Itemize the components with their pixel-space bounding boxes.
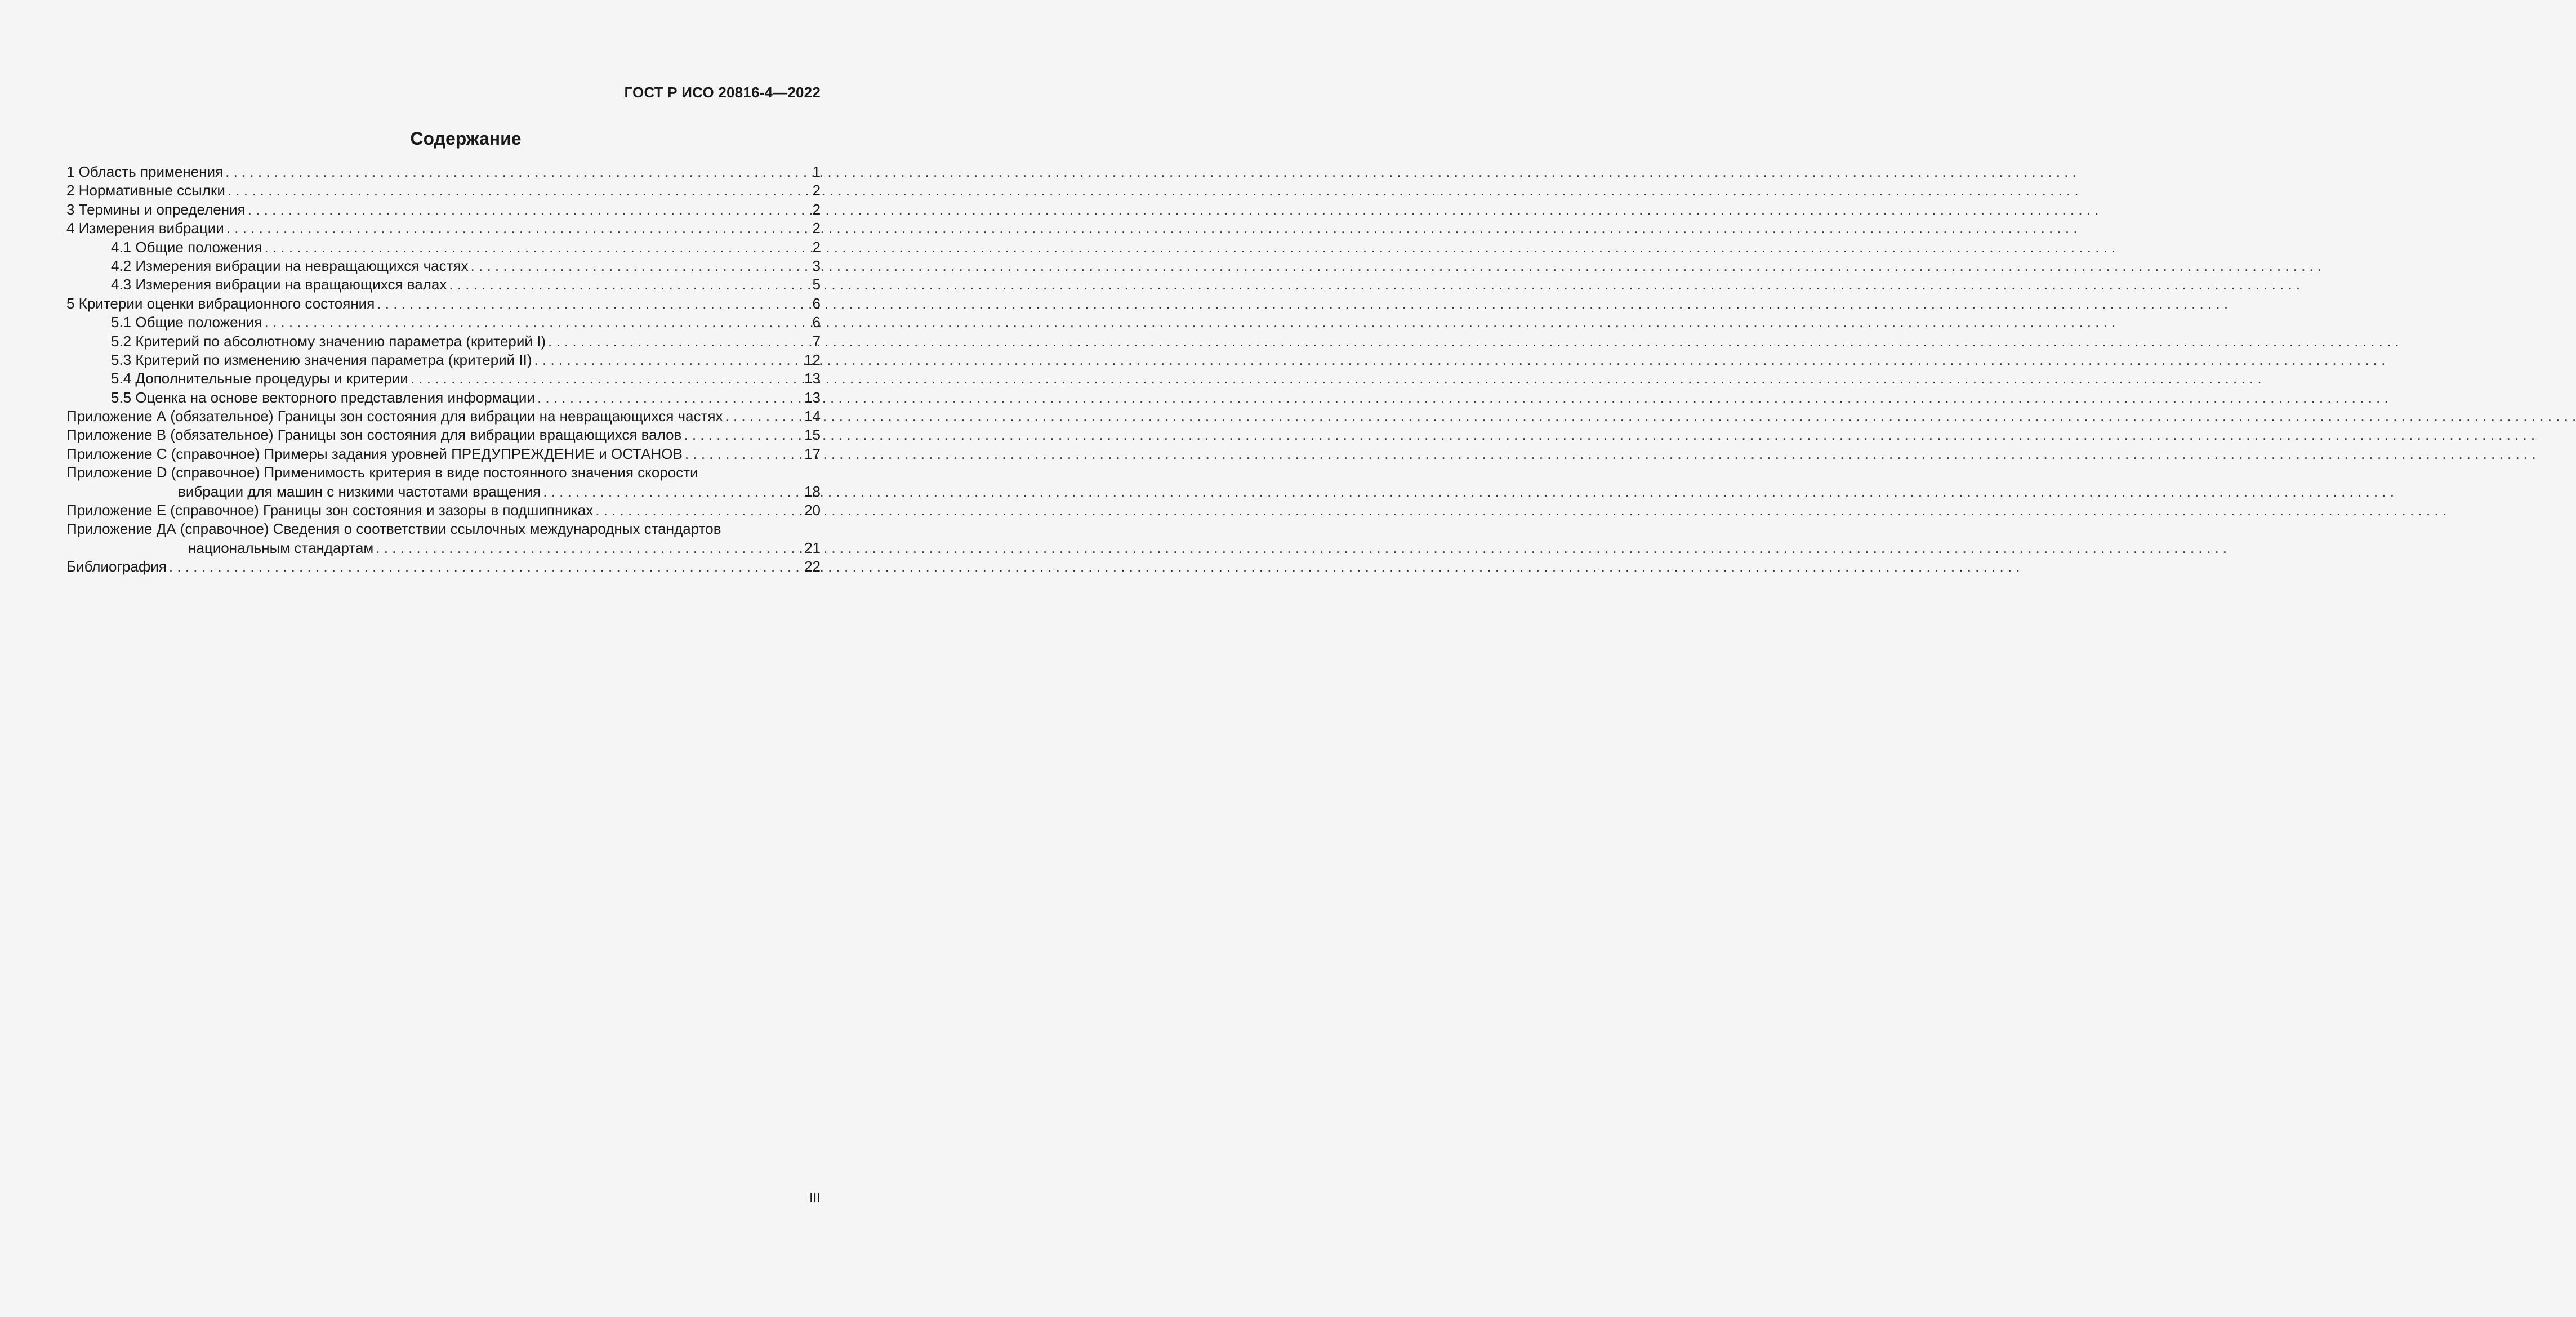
toc-entry-page: 3 [812, 257, 821, 274]
toc-appendix-entry[interactable] [66, 463, 821, 482]
toc-entry-continuation: национальным стандартам [188, 539, 374, 556]
toc-subentry[interactable] [66, 332, 821, 351]
toc-entry-page: 12 [804, 351, 821, 368]
toc-entry-label: 5.5 Оценка на основе векторного представления информации [111, 389, 535, 406]
toc-entry-page: 2 [812, 220, 821, 237]
toc-entry-label: Приложение Е (справочное) Границы зон состояния и зазоры в подшипниках [66, 502, 594, 519]
toc-dot-leader [543, 483, 802, 501]
toc-entry-page: 2 [812, 238, 821, 256]
toc-dot-leader [684, 426, 802, 444]
toc-entry-page: 6 [812, 314, 821, 331]
toc-dot-leader [685, 445, 802, 463]
toc-dot-leader [169, 557, 802, 576]
toc-appendix-entry[interactable] [66, 426, 821, 444]
toc-entry-label: 4.2 Измерения вибрации на невращающихся частях [111, 257, 469, 274]
toc-entry-page: 2 [812, 200, 821, 218]
toc-entry-label: Приложение С (справочное) Примеры задания уровней ПРЕДУПРЕЖДЕНИЕ и ОСТАНОВ [66, 445, 683, 462]
toc-entry-page: 22 [804, 558, 821, 575]
toc-appendix-entry[interactable] [66, 445, 821, 463]
toc-subentry[interactable] [66, 238, 821, 257]
toc-entry-page: 14 [804, 408, 821, 425]
toc-subentry[interactable] [66, 313, 821, 332]
toc-entry-label: 4 Измерения вибрации [66, 220, 224, 237]
toc-entry-page: 21 [804, 539, 821, 556]
page-number: III [809, 1190, 821, 1206]
toc-entry-label: 3 Термины и определения [66, 200, 246, 218]
document-code: ГОСТ Р ИСО 20816-4—2022 [624, 84, 821, 101]
toc-entry-label: 4.3 Измерения вибрации на вращающихся валах [111, 276, 447, 293]
toc-entry-bibliography[interactable] [66, 557, 821, 576]
toc-dot-leader [471, 257, 810, 275]
toc-entry-page: 15 [804, 426, 821, 444]
toc-entry-label: 5.2 Критерий по абсолютному значению параметра (критерий I) [111, 332, 546, 350]
toc-appendix-continuation[interactable] [66, 483, 821, 501]
toc-dot-leader [537, 389, 802, 407]
toc-entry[interactable] [66, 181, 821, 200]
toc-entry[interactable] [66, 219, 821, 238]
toc-entry-page: 7 [812, 332, 821, 350]
toc-entry-page: 6 [812, 294, 821, 312]
toc-entry-page: 18 [804, 483, 821, 500]
toc-dot-leader [548, 332, 810, 351]
toc-subentry[interactable] [66, 275, 821, 294]
toc-dot-leader [534, 351, 803, 369]
toc-appendix-entry[interactable] [66, 501, 821, 520]
toc-title: Содержание [410, 128, 522, 149]
toc-dot-leader [248, 200, 810, 219]
toc-dot-leader [595, 501, 802, 520]
toc-entry-label: Библиография [66, 558, 167, 575]
toc-entry-page: 17 [804, 445, 821, 462]
toc-dot-leader [377, 294, 810, 313]
toc-dot-leader [228, 181, 810, 200]
toc-entry-page: 13 [804, 389, 821, 406]
toc-entry-label: 5 Критерии оценки вибрационного состояния [66, 294, 375, 312]
toc-entry[interactable] [66, 200, 821, 219]
toc-entry-label: Приложение D (справочное) Применимость критерия в виде постоянного значения скорости [66, 464, 698, 481]
table-of-contents [66, 163, 821, 577]
toc-entry-label: 1 Область применения [66, 163, 224, 180]
toc-subentry[interactable] [66, 257, 821, 275]
toc-entry-label: 5.3 Критерий по изменению значения параметра (критерий II) [111, 351, 532, 368]
toc-entry-label: 2 Нормативные ссылки [66, 182, 225, 199]
toc-entry-page: 13 [804, 370, 821, 387]
toc-dot-leader [376, 539, 802, 557]
toc-appendix-entry[interactable] [66, 407, 821, 426]
toc-dot-leader [411, 369, 802, 388]
toc-dot-leader [226, 219, 810, 238]
toc-entry-label: 5.1 Общие положения [111, 314, 262, 331]
toc-entry-label: Приложение В (обязательное) Границы зон состояния для вибрации вращающихся валов [66, 426, 682, 444]
toc-appendix-entry[interactable] [66, 520, 821, 538]
toc-entry[interactable] [66, 163, 821, 181]
toc-entry-label: Приложение А (обязательное) Границы зон состояния для вибрации на невращающихся частях [66, 408, 723, 425]
toc-dot-leader [725, 407, 803, 426]
toc-dot-leader [265, 238, 810, 257]
toc-entry-continuation: вибрации для машин с низкими частотами вращения [178, 483, 541, 500]
toc-dot-leader [265, 313, 810, 332]
toc-entry-page: 2 [812, 182, 821, 199]
toc-entry[interactable] [66, 294, 821, 313]
toc-appendix-continuation[interactable] [66, 539, 821, 557]
toc-entry-label: 5.4 Дополнительные процедуры и критерии [111, 370, 408, 387]
toc-entry-label: Приложение ДА (справочное) Сведения о соответствии ссылочных международных стандартов [66, 520, 721, 538]
toc-entry-page: 20 [804, 502, 821, 519]
toc-dot-leader [225, 163, 810, 181]
toc-dot-leader [449, 275, 810, 294]
toc-entry-label: 4.1 Общие положения [111, 238, 262, 256]
toc-subentry[interactable] [66, 389, 821, 407]
toc-subentry[interactable] [66, 351, 821, 369]
toc-entry-page: 5 [812, 276, 821, 293]
toc-entry-page: 1 [812, 163, 821, 180]
toc-subentry[interactable] [66, 369, 821, 388]
